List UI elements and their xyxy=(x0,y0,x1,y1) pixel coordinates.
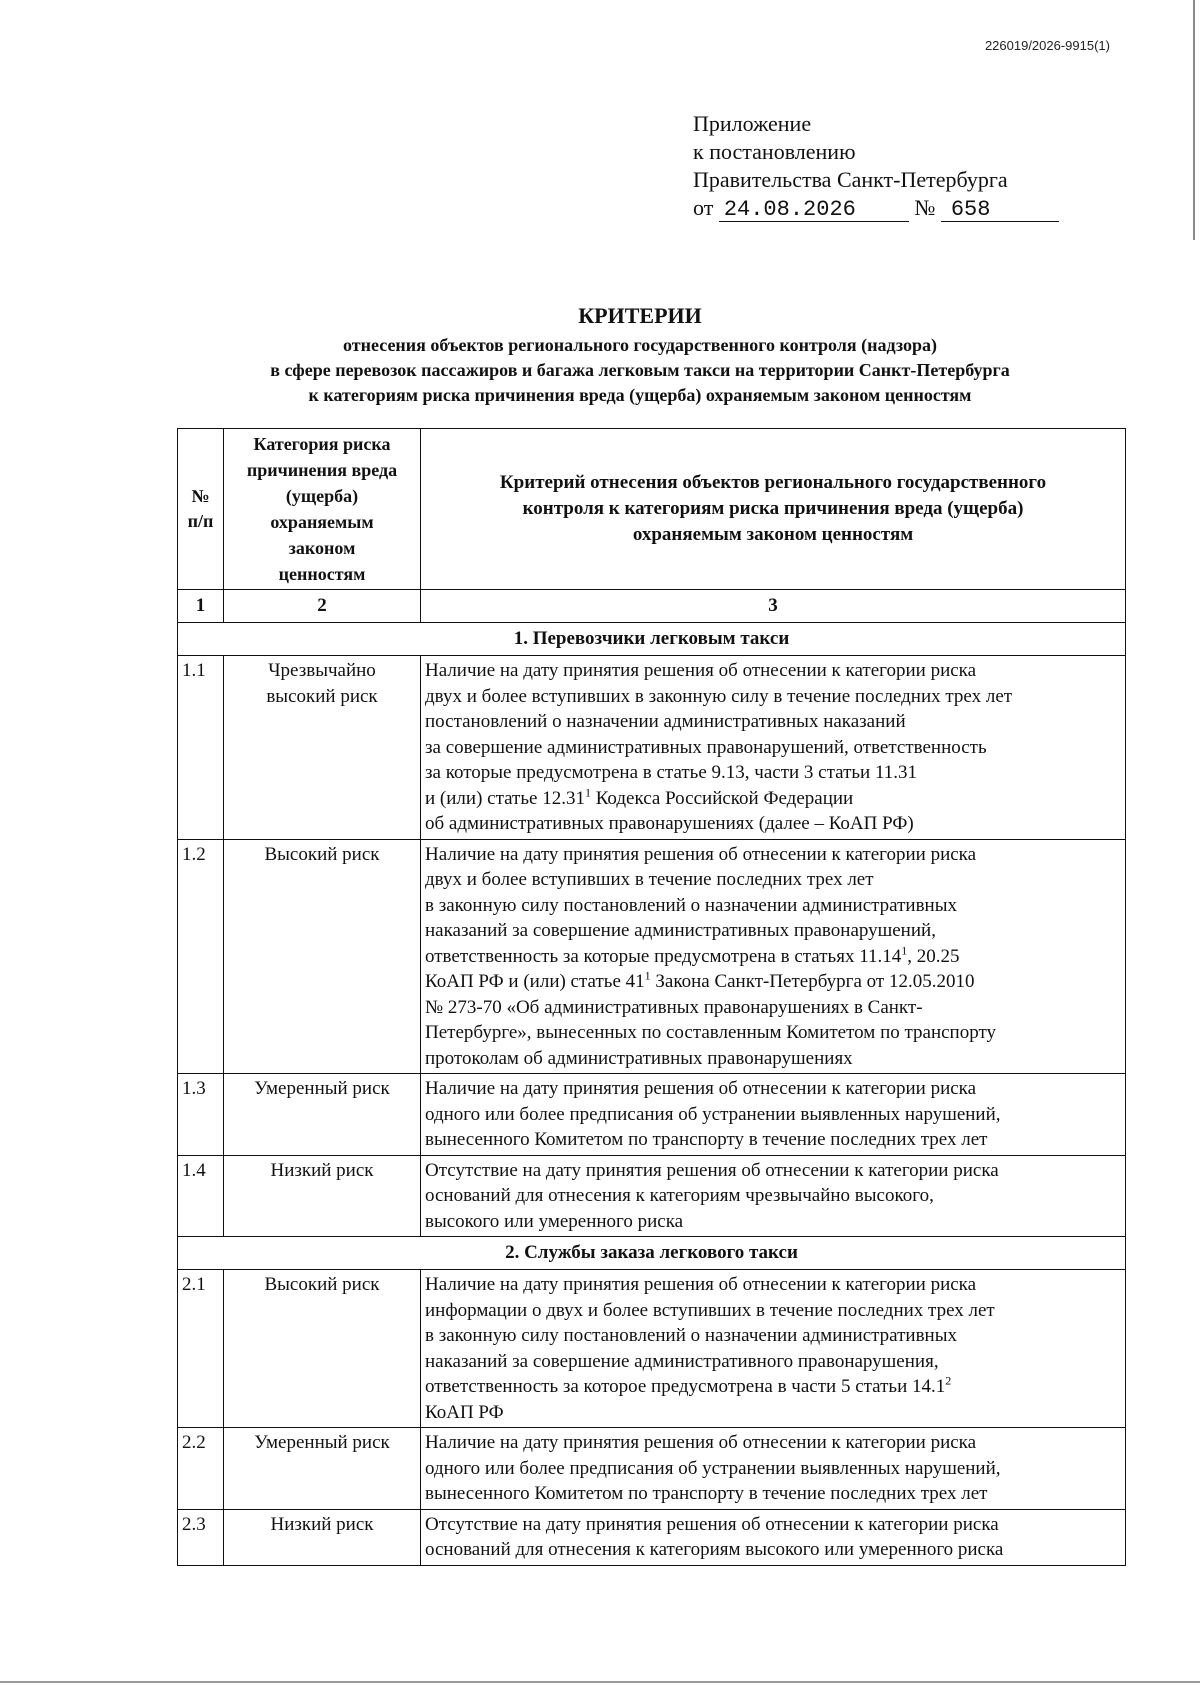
criterion-line xyxy=(425,969,1121,995)
criterion-line-text: Отсутствие на дату принятия решения об отнесении к категории риска xyxy=(425,1513,999,1535)
criterion-line xyxy=(425,1456,1121,1482)
header-criterion-line: контроля к категориям риска причинения вреда (ущерба) xyxy=(522,498,1024,519)
criterion-text xyxy=(421,1270,1126,1428)
criterion-line xyxy=(425,1323,1121,1349)
header-category-line: ценностям xyxy=(278,564,366,584)
subtitle-line-3: к категориям риска причинения вреда (ущерба) охраняемым законом ценностям xyxy=(308,385,972,405)
column-number-row xyxy=(178,590,1126,623)
criterion-line xyxy=(425,867,1121,893)
subtitle-line-2: в сфере перевозок пассажиров и багажа легковым такси на территории Санкт-Петербурга xyxy=(270,360,1010,380)
section-title: 1. Перевозчики легковым такси xyxy=(178,623,1126,656)
header-criterion-line: охраняемым законом ценностям xyxy=(632,524,914,545)
criterion-line xyxy=(425,842,1121,868)
criterion-line xyxy=(425,786,1121,812)
criterion-line xyxy=(425,1298,1121,1324)
row-number: 1.3 xyxy=(178,1074,224,1156)
risk-category-line: высокий риск xyxy=(266,685,378,707)
criterion-line-text: оснований для отнесения к категориям чрезвычайно высокого, xyxy=(425,1185,934,1206)
criterion-line xyxy=(425,1272,1121,1298)
criterion-line xyxy=(425,1209,1121,1235)
criterion-line-text: вынесенного Комитетом по транспорту в течение последних трех лет xyxy=(425,1483,988,1504)
number-prefix: № xyxy=(914,195,936,220)
scan-edge-bottom xyxy=(0,1681,1200,1683)
risk-category-line: Низкий риск xyxy=(270,1513,374,1535)
appendix-line-1: Приложение xyxy=(693,111,812,136)
column-number: 2 xyxy=(224,590,421,623)
row-number: 2.2 xyxy=(178,1428,224,1510)
criterion-line xyxy=(425,1481,1121,1507)
row-number: 1.1 xyxy=(178,656,224,840)
criterion-line xyxy=(425,1537,1121,1563)
table-header-row xyxy=(178,429,1126,590)
risk-category xyxy=(224,656,421,840)
criterion-line-text: одного или более предписания об устранении выявленных нарушений, xyxy=(425,1457,1001,1479)
section-row xyxy=(178,1237,1126,1270)
criterion-line-text: оснований для отнесения к категориям высокого или умеренного риска xyxy=(425,1539,1004,1560)
criterion-line xyxy=(425,1076,1121,1102)
criterion-line xyxy=(425,658,1121,684)
risk-category-line: Низкий риск xyxy=(270,1159,374,1181)
criterion-line-text: ответственность за которое предусмотрена в части 5 статьи 14.1 xyxy=(425,1376,946,1397)
resolution-number: 658 xyxy=(941,199,1059,222)
criterion-line-text: № 273-70 «Об административных правонарушениях в Санкт- xyxy=(425,996,923,1018)
row-number: 1.4 xyxy=(178,1155,224,1237)
criterion-line-text: Наличие на дату принятия решения об отнесении к категории риска xyxy=(425,1274,977,1295)
row-number: 2.1 xyxy=(178,1270,224,1428)
criterion-line-tail: , 20.25 xyxy=(907,945,960,967)
criterion-line-text: Наличие на дату принятия решения об отнесении к категории риска xyxy=(425,1078,977,1099)
row-number: 1.2 xyxy=(178,839,224,1074)
criterion-line xyxy=(425,1512,1121,1538)
criterion-text xyxy=(421,1428,1126,1510)
criterion-line-text: за которые предусмотрена в статье 9.13, части 3 статьи 11.31 xyxy=(425,762,918,783)
criterion-text xyxy=(421,656,1126,840)
appendix-line-3: Правительства Санкт-Петербурга xyxy=(693,167,1008,192)
risk-category xyxy=(224,1428,421,1510)
criterion-line xyxy=(425,709,1121,735)
criterion-line xyxy=(425,944,1121,970)
header-criterion xyxy=(421,429,1126,590)
header-category-line: законом xyxy=(288,538,356,558)
criterion-line-tail: Закона Санкт-Петербурга от 12.05.2010 xyxy=(650,971,975,992)
date-prefix: от xyxy=(693,195,714,220)
criterion-line-text: КоАП РФ xyxy=(425,1401,504,1423)
risk-category-line: Чрезвычайно xyxy=(268,660,376,681)
header-category-line: охраняемым xyxy=(270,512,374,532)
risk-category xyxy=(224,1270,421,1428)
risk-category-line: Высокий риск xyxy=(264,843,380,865)
footnote-superscript: 2 xyxy=(945,1373,952,1388)
subtitle-line-1: отнесения объектов регионального государственного контроля (надзора) xyxy=(343,335,937,355)
resolution-date: 24.08.2026 xyxy=(719,199,909,222)
section-row xyxy=(178,623,1126,656)
header-category-line: причинения вреда xyxy=(246,460,398,480)
column-number: 3 xyxy=(421,590,1126,623)
appendix-line-2: к постановлению xyxy=(693,139,856,164)
appendix-block xyxy=(693,110,1059,222)
criterion-line xyxy=(425,1046,1121,1072)
header-number: № п/п xyxy=(178,429,224,590)
criterion-line-text: Наличие на дату принятия решения об отнесении к категории риска xyxy=(425,660,977,681)
risk-category-line: Умеренный риск xyxy=(254,1078,390,1099)
criterion-line xyxy=(425,893,1121,919)
criterion-line xyxy=(425,1020,1121,1046)
criterion-text xyxy=(421,1509,1126,1565)
criterion-text xyxy=(421,839,1126,1074)
criterion-line-text: об административных правонарушениях (далее – КоАП РФ) xyxy=(425,813,914,834)
criterion-text xyxy=(421,1155,1126,1237)
row-number: 2.3 xyxy=(178,1509,224,1565)
criterion-line-text: и (или) статье 12.31 xyxy=(425,787,585,809)
appendix-date-line xyxy=(693,194,1059,222)
criterion-line xyxy=(425,1400,1121,1426)
criterion-line xyxy=(425,1349,1121,1375)
criterion-line-text: одного или более предписания об устранении выявленных нарушений, xyxy=(425,1103,1001,1125)
footnote-superscript: 1 xyxy=(644,968,651,983)
criterion-line-text: высокого или умеренного риска xyxy=(425,1210,684,1232)
table-row xyxy=(178,1428,1126,1510)
table-body xyxy=(178,590,1126,1566)
criterion-line-text: постановлений о назначении административных наказаний xyxy=(425,711,906,732)
scan-edge-right xyxy=(1193,0,1195,240)
criterion-line-text: наказаний за совершение административных правонарушений, xyxy=(425,920,936,941)
criterion-line-text: в законную силу постановлений о назначении административных xyxy=(425,894,957,916)
risk-category xyxy=(224,1074,421,1156)
table-row xyxy=(178,839,1126,1074)
criterion-line xyxy=(425,1102,1121,1128)
criterion-line xyxy=(425,760,1121,786)
criterion-line xyxy=(425,918,1121,944)
criterion-line-tail: Кодекса Российской Федерации xyxy=(590,787,854,809)
criterion-line-text: за совершение административных правонарушений, ответственность xyxy=(425,736,987,758)
criterion-line xyxy=(425,1374,1121,1400)
criterion-line-text: КоАП РФ и (или) статье 41 xyxy=(425,971,645,992)
section-title: 2. Службы заказа легкового такси xyxy=(178,1237,1126,1270)
table-row xyxy=(178,656,1126,840)
table-row xyxy=(178,1155,1126,1237)
criterion-line xyxy=(425,1158,1121,1184)
criterion-line-text: информации о двух и более вступивших в течение последних трех лет xyxy=(425,1299,995,1321)
risk-category-line: Высокий риск xyxy=(264,1274,380,1295)
criterion-line-text: вынесенного Комитетом по транспорту в течение последних трех лет xyxy=(425,1129,988,1150)
criterion-line-text: протоколам об административных правонарушениях xyxy=(425,1047,853,1069)
document-id: 226019/2026-9915(1) xyxy=(984,38,1110,53)
criterion-line xyxy=(425,811,1121,837)
criterion-text xyxy=(421,1074,1126,1156)
footnote-superscript: 1 xyxy=(901,943,908,958)
table-row xyxy=(178,1509,1126,1565)
criteria-table xyxy=(177,428,1126,1566)
criterion-line-text: в законную силу постановлений о назначении административных xyxy=(425,1325,957,1346)
risk-category xyxy=(224,1155,421,1237)
criterion-line-text: двух и более вступивших в течение последних трех лет xyxy=(425,869,874,890)
criterion-line xyxy=(425,995,1121,1021)
risk-category xyxy=(224,1509,421,1565)
criterion-line-text: двух и более вступивших в законную силу в течение последних трех лет xyxy=(425,685,1013,707)
criterion-line-text: Петербурге», вынесенных по составленным Комитетом по транспорту xyxy=(425,1022,997,1043)
criterion-line-text: наказаний за совершение административного правонарушения, xyxy=(425,1350,939,1372)
criterion-line-text: Отсутствие на дату принятия решения об отнесении к категории риска xyxy=(425,1159,999,1181)
risk-category xyxy=(224,839,421,1074)
criterion-line xyxy=(425,684,1121,710)
table-row xyxy=(178,1074,1126,1156)
footnote-superscript: 1 xyxy=(584,785,591,800)
column-number: 1 xyxy=(178,590,224,623)
header-risk-category xyxy=(224,429,421,590)
criterion-line-text: ответственность за которые предусмотрена в статьях 11.14 xyxy=(425,945,902,967)
risk-category-line: Умеренный риск xyxy=(254,1432,390,1453)
criterion-line-text: Наличие на дату принятия решения об отнесении к категории риска xyxy=(425,843,977,865)
criterion-line xyxy=(425,1127,1121,1153)
criterion-line xyxy=(425,735,1121,761)
table-row xyxy=(178,1270,1126,1428)
document-title: КРИТЕРИИ xyxy=(578,303,702,328)
criterion-line xyxy=(425,1430,1121,1456)
criterion-line xyxy=(425,1183,1121,1209)
header-category-line: (ущерба) xyxy=(285,486,359,506)
criterion-line-text: Наличие на дату принятия решения об отнесении к категории риска xyxy=(425,1432,977,1453)
header-criterion-line: Критерий отнесения объектов регионального государственного xyxy=(499,472,1047,493)
document-title-block xyxy=(160,302,1120,408)
header-category-line: Категория риска xyxy=(253,434,391,454)
